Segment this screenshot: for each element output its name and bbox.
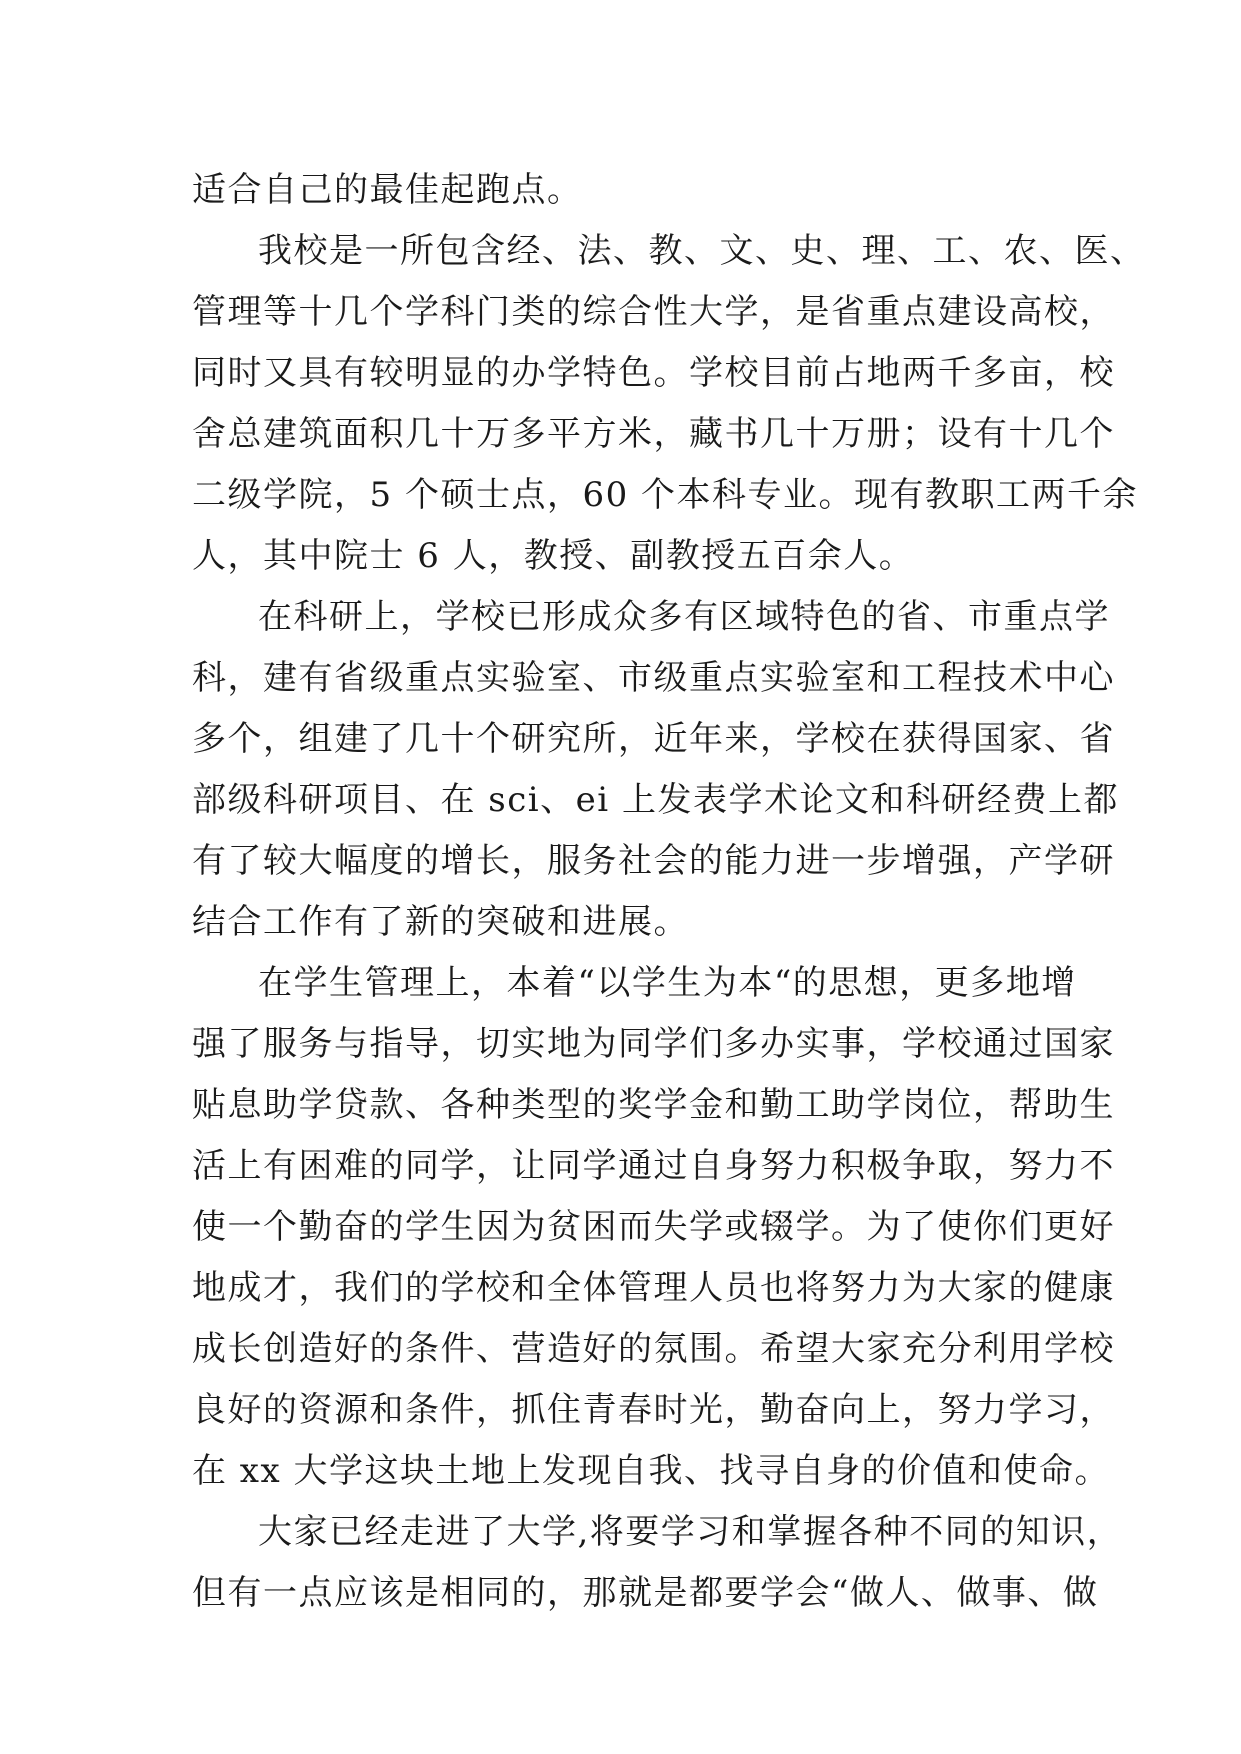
text-line: 适合自己的最佳起跑点。 bbox=[192, 170, 583, 210]
text-line: 地成才，我们的学校和全体管理人员也将努力为大家的健康 bbox=[192, 1268, 1115, 1308]
text-line: 在 xx 大学这块土地上发现自我、找寻自身的价值和使命。 bbox=[192, 1451, 1110, 1491]
paragraph-start-line: 我校是一所包含经、法、教、文、史、理、工、农、医、 bbox=[258, 231, 1146, 271]
text-line: 贴息助学贷款、各种类型的奖学金和勤工助学岗位，帮助生 bbox=[192, 1085, 1115, 1125]
paragraph-start-line: 大家已经走进了大学,将要学习和掌握各种不同的知识， bbox=[258, 1512, 1123, 1552]
text-line: 成长创造好的条件、营造好的氛围。希望大家充分利用学校 bbox=[192, 1329, 1115, 1369]
text-line: 二级学院，5 个硕士点，60 个本科专业。现有教职工两千余 bbox=[192, 475, 1139, 515]
text-line: 有了较大幅度的增长，服务社会的能力进一步增强，产学研 bbox=[192, 841, 1115, 881]
text-line: 活上有困难的同学，让同学通过自身努力积极争取，努力不 bbox=[192, 1146, 1115, 1186]
paragraph-start-line: 在科研上，学校已形成众多有区域特色的省、市重点学 bbox=[258, 597, 1110, 637]
text-line: 同时又具有较明显的办学特色。学校目前占地两千多亩，校 bbox=[192, 353, 1115, 393]
text-line: 使一个勤奋的学生因为贫困而失学或辍学。为了使你们更好 bbox=[192, 1207, 1115, 1247]
text-line: 部级科研项目、在 sci、ei 上发表学术论文和科研经费上都 bbox=[192, 780, 1119, 820]
text-line: 良好的资源和条件，抓住青春时光，勤奋向上，努力学习， bbox=[192, 1390, 1115, 1430]
text-line: 科，建有省级重点实验室、市级重点实验室和工程技术中心 bbox=[192, 658, 1115, 698]
text-line: 舍总建筑面积几十万多平方米，藏书几十万册；设有十几个 bbox=[192, 414, 1115, 454]
document-body bbox=[192, 160, 1146, 1624]
text-line: 强了服务与指导，切实地为同学们多办实事，学校通过国家 bbox=[192, 1024, 1115, 1064]
text-line: 但有一点应该是相同的，那就是都要学会“做人、做事、做 bbox=[192, 1573, 1099, 1613]
text-line: 管理等十几个学科门类的综合性大学，是省重点建设高校， bbox=[192, 292, 1115, 332]
text-line: 多个，组建了几十个研究所，近年来，学校在获得国家、省 bbox=[192, 719, 1115, 759]
paragraph-start-line: 在学生管理上，本着“以学生为本“的思想，更多地增 bbox=[258, 963, 1077, 1003]
text-line: 结合工作有了新的突破和进展。 bbox=[192, 902, 689, 942]
text-line: 人，其中院士 6 人，教授、副教授五百余人。 bbox=[192, 536, 915, 576]
